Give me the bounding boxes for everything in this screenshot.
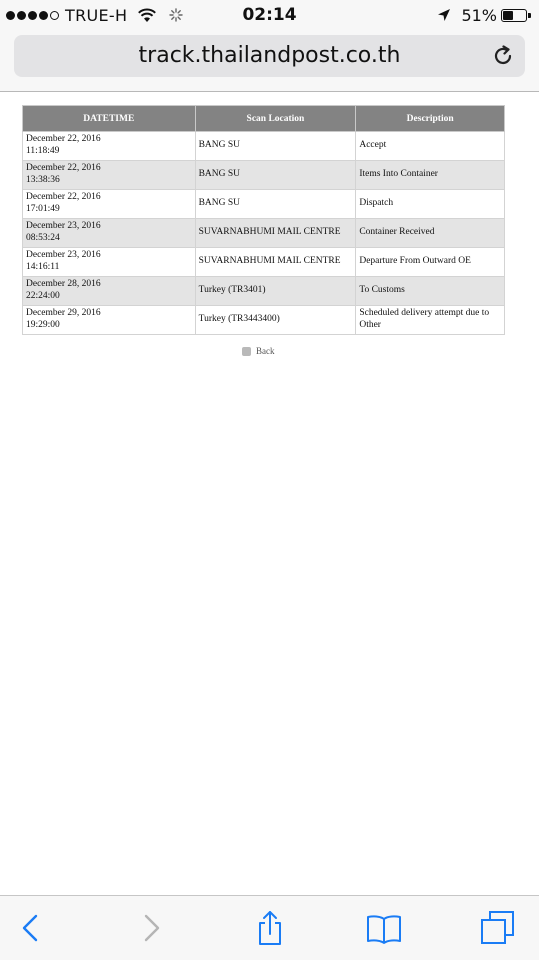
forward-arrow-icon[interactable] <box>134 910 170 946</box>
cell-datetime <box>23 132 196 161</box>
tabs-icon[interactable] <box>480 910 516 946</box>
cell-description: Dispatch <box>356 190 505 219</box>
cell-date: December 22, 2016 <box>26 192 101 203</box>
cell-datetime <box>23 306 196 335</box>
back-link-label[interactable]: Back <box>256 346 275 356</box>
cell-location: SUVARNABHUMI MAIL CENTRE <box>195 219 356 248</box>
table-row <box>23 132 505 161</box>
cell-time: 22:24:00 <box>26 291 60 301</box>
cell-datetime <box>23 277 196 306</box>
reload-icon[interactable] <box>491 44 515 68</box>
cell-time: 17:01:49 <box>26 204 60 214</box>
table-row <box>23 161 505 190</box>
share-icon[interactable] <box>252 910 288 946</box>
tracking-results <box>22 105 505 335</box>
cell-date: December 23, 2016 <box>26 221 101 232</box>
table-row <box>23 219 505 248</box>
carrier-name: TRUE-H <box>65 5 128 25</box>
header-datetime: DATETIME <box>23 106 196 132</box>
cell-date: December 28, 2016 <box>26 279 101 290</box>
cell-date: December 22, 2016 <box>26 134 101 145</box>
url-text[interactable]: track.thailandpost.co.th <box>138 43 401 68</box>
cell-time: 19:29:00 <box>26 320 60 330</box>
cell-description: Accept <box>356 132 505 161</box>
cell-location: BANG SU <box>195 161 356 190</box>
address-bar[interactable] <box>14 35 525 77</box>
table-row <box>23 248 505 277</box>
bookmarks-icon[interactable] <box>366 910 402 946</box>
header-description: Description <box>356 106 505 132</box>
cell-location: BANG SU <box>195 190 356 219</box>
cell-datetime <box>23 190 196 219</box>
cell-location: BANG SU <box>195 132 356 161</box>
cell-datetime <box>23 248 196 277</box>
battery-level <box>503 11 513 20</box>
cell-location: Turkey (TR3443400) <box>195 306 356 335</box>
status-bar <box>0 0 539 32</box>
cell-time: 13:38:36 <box>26 175 60 185</box>
cell-time: 14:16:11 <box>26 262 60 272</box>
back-arrow-icon[interactable] <box>14 910 50 946</box>
table-row <box>23 190 505 219</box>
location-arrow-icon <box>437 8 451 22</box>
cell-description: Container Received <box>356 219 505 248</box>
cell-date: December 29, 2016 <box>26 308 101 319</box>
battery-icon <box>501 9 527 22</box>
cell-description: Scheduled delivery attempt due to Other <box>356 306 505 335</box>
cell-location: SUVARNABHUMI MAIL CENTRE <box>195 248 356 277</box>
header-scan-location: Scan Location <box>195 106 356 132</box>
status-right <box>437 5 531 25</box>
status-time: 02:14 <box>242 5 297 25</box>
browser-chrome <box>0 0 539 92</box>
cell-description: To Customs <box>356 277 505 306</box>
cell-time: 11:18:49 <box>26 146 60 156</box>
back-link[interactable] <box>242 346 275 356</box>
cell-location: Turkey (TR3401) <box>195 277 356 306</box>
battery-cap <box>528 13 531 18</box>
browser-toolbar <box>0 895 539 960</box>
battery-percentage: 51% <box>461 5 497 25</box>
cell-date: December 23, 2016 <box>26 250 101 261</box>
table-header-row <box>23 106 505 132</box>
table-row <box>23 277 505 306</box>
table-row <box>23 306 505 335</box>
cell-description: Departure From Outward OE <box>356 248 505 277</box>
cell-datetime <box>23 161 196 190</box>
tracking-table <box>22 105 505 335</box>
cell-date: December 22, 2016 <box>26 163 101 174</box>
cell-description: Items Into Container <box>356 161 505 190</box>
back-bullet-icon <box>242 347 251 356</box>
cell-time: 08:53:24 <box>26 233 60 243</box>
cell-datetime <box>23 219 196 248</box>
